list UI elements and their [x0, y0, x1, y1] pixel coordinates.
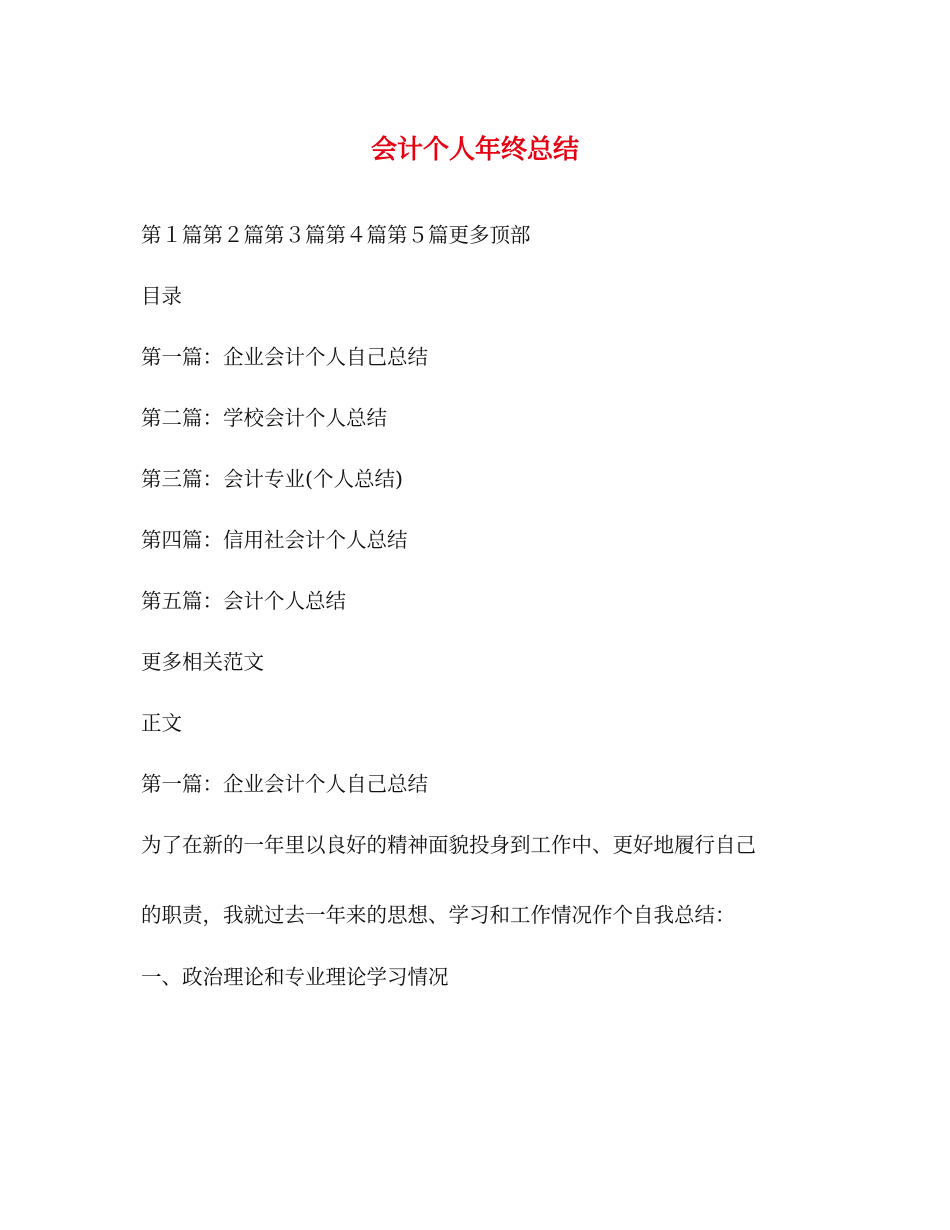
body-heading: 正文	[141, 711, 182, 735]
section-title: 第一篇：企业会计个人自己总结	[141, 772, 428, 796]
toc-item-2[interactable]: 第二篇：学校会计个人总结	[141, 406, 387, 430]
toc-heading: 目录	[141, 284, 182, 308]
section-nav-links[interactable]: 第１篇第２篇第３篇第４篇第５篇更多顶部	[141, 223, 531, 247]
paragraph-line-1: 为了在新的一年里以良好的精神面貌投身到工作中、更好地履行自己	[141, 833, 756, 857]
toc-item-5[interactable]: 第五篇：会计个人总结	[141, 589, 346, 613]
paragraph-line-2: 的职责，我就过去一年来的思想、学习和工作情况作个自我总结：	[141, 903, 736, 927]
toc-item-4[interactable]: 第四篇：信用社会计个人总结	[141, 528, 408, 552]
more-related-link[interactable]: 更多相关范文	[141, 650, 264, 674]
document-title: 会计个人年终总结	[370, 135, 579, 165]
toc-item-3[interactable]: 第三篇：会计专业(个人总结)	[141, 467, 403, 491]
toc-item-1[interactable]: 第一篇：企业会计个人自己总结	[141, 345, 428, 369]
subheading: 一、政治理论和专业理论学习情况	[141, 965, 449, 989]
